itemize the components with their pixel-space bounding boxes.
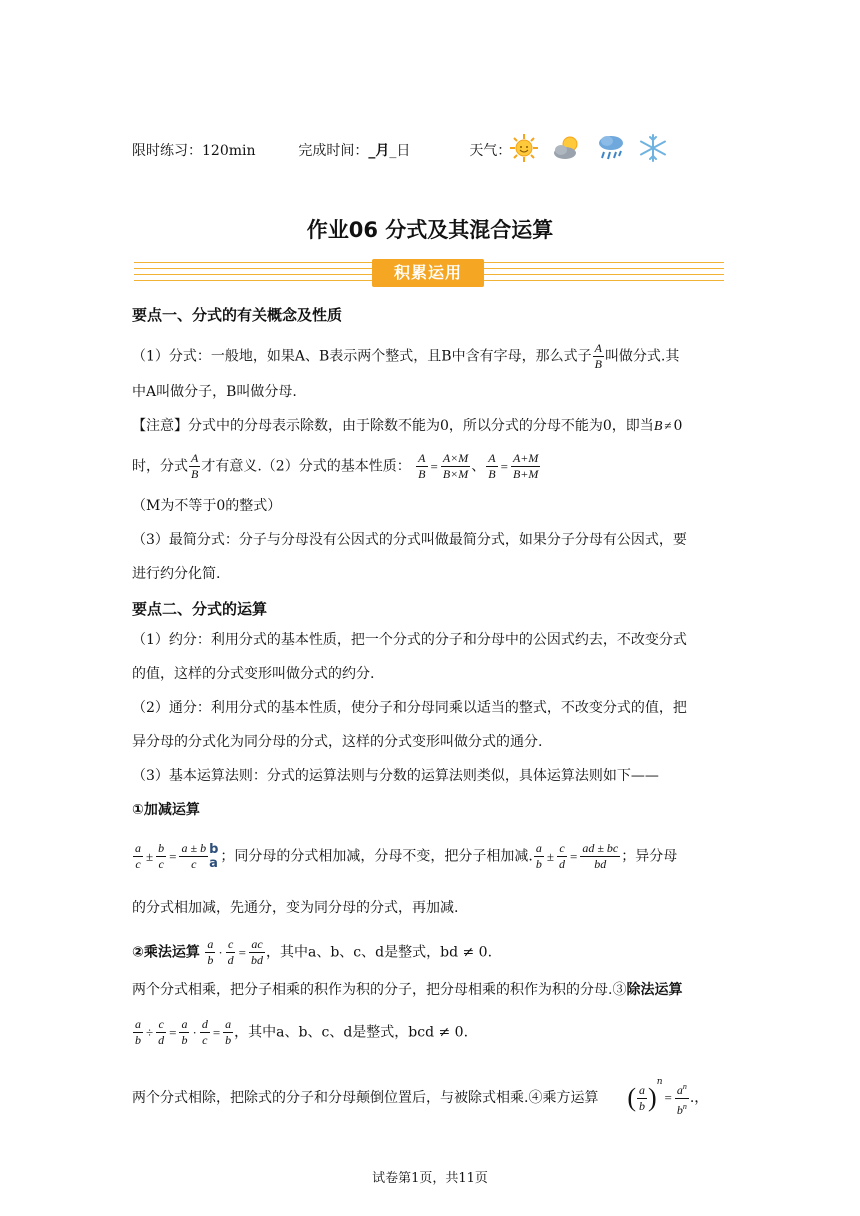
- section-banner: 积累运用: [372, 259, 484, 287]
- snow-icon[interactable]: [638, 133, 668, 163]
- header-bar: [132, 140, 511, 160]
- finish-time-label: 完成时间：: [298, 143, 369, 159]
- mul-line: ②乘法运算 $\frac{a}{b}$ · $\frac{c}{d}$ = $\frac{ac}{bd}$ ，其中a、b、c、d是整式，bd ≠ 0.: [132, 937, 493, 967]
- fraction-b-over-a-glyph: b a: [209, 841, 219, 871]
- page-title: 作业06 分式及其混合运算: [306, 218, 554, 242]
- weather-label: 天气：: [469, 143, 512, 159]
- s1-note-b: 时，分式 $\frac{A}{B}$ 才有意义.（2）分式的基本性质： $\frac{A}{B}$ = $\frac{A\times M}{B\times M}$ 、 $\frac{A}{B}$ = $\frac{A+M}{B+M}$: [132, 451, 539, 481]
- s1-note-d: （M为不等于0的整式）: [132, 498, 282, 514]
- div-line: $\frac{a}{b}$ ÷ $\frac{c}{d}$ = $\frac{a}{b}$ · $\frac{d}{c}$ = $\frac{a}{b}$ ，其中a、b、c、d是整式，bcd ≠ 0.: [135, 1017, 469, 1047]
- s2-p3: （3）基本运算法则：分式的运算法则与分数的运算法则类似，具体运算法则如下——: [132, 768, 659, 784]
- s1-p3a: （3）最简分式：分子与分母没有公因式的分式叫做最简分式，如果分子分母有公因式，要: [132, 532, 687, 548]
- section2-heading: 要点二、分式的运算: [132, 600, 268, 618]
- section1-heading: 要点一、分式的有关概念及性质: [132, 306, 343, 324]
- fraction-a-over-b-2: $\frac{A}{B}$: [191, 451, 199, 481]
- fraction-a-over-b: $\frac{A}{B}$: [594, 341, 602, 371]
- s2-p2b: 异分母的分式化为同分母的分式，这样的分式变形叫做分式的通分.: [132, 734, 543, 750]
- page-footer: 试卷第1页，共11页: [372, 1171, 488, 1186]
- finish-day: _日: [389, 143, 411, 159]
- mul-desc: 两个分式相乘，把分子相乘的积作为积的分子，把分母相乘的积作为积的分母.③除法运算: [132, 982, 683, 998]
- s1-p1a: （1）分式：一般地，如果A、B表示两个整式，且B中含有字母，那么式子 $\frac{A}{B}$ 叫做分式.其: [132, 341, 680, 371]
- sunny-icon[interactable]: [509, 133, 539, 163]
- s2-add-c: 的分式相加减，先通分，变为同分母的分式，再加减.: [132, 900, 459, 916]
- rain-icon[interactable]: [596, 133, 626, 163]
- s2-p2a: （2）通分：利用分式的基本性质，使分子和分母同乘以适当的整式，不改变分式的值，把: [132, 700, 687, 716]
- time-limit: 限时练习：120min: [132, 143, 256, 159]
- add-heading: ①加减运算: [132, 802, 200, 818]
- s1-p3b: 进行约分化简.: [132, 566, 221, 582]
- pow-line: 两个分式相除，把除式的分子和分母颠倒位置后，与被除式相乘.④乘方运算 ( $\frac{a}{b}$ )$^n$= $\frac{a^n}{b^n}$ .，: [132, 1077, 709, 1117]
- s1-note: 【注意】分式中的分母表示除数，由于除数不能为0，所以分式的分母不能为0，即当B ≠ 0: [132, 418, 683, 434]
- partly-cloudy-icon[interactable]: [552, 133, 582, 163]
- finish-month: _月: [368, 143, 390, 159]
- add-formula-line: $\frac{a}{c}$ ± $\frac{b}{c}$ = $\frac{a \pm b}{c}$ b a ；同分母的分式相加减，分母不变，把分子相加减. $\frac{a}{b}$ ± $\frac{c}{d}$ = $\frac{ad \pm bc}{bd}$ ；异分母: [135, 841, 678, 871]
- s1-p1c: 中A叫做分子，B叫做分母.: [132, 384, 297, 400]
- s2-p1b: 的值，这样的分式变形叫做分式的约分.: [132, 666, 375, 682]
- s2-p1a: （1）约分：利用分式的基本性质，把一个分式的分子和分母中的公因式约去，不改变分式: [132, 632, 687, 648]
